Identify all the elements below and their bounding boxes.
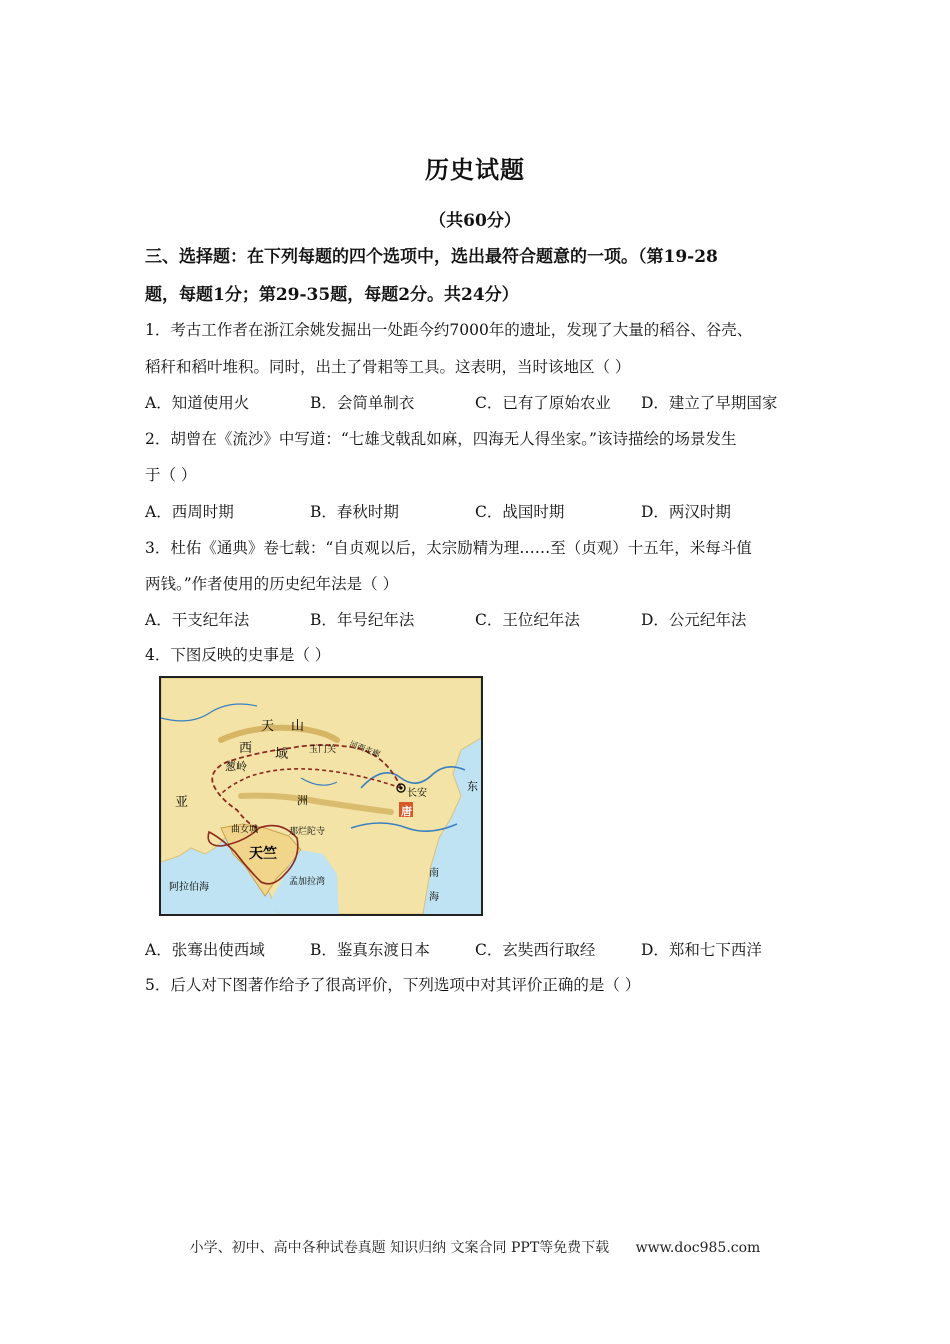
question-5-line-1: 5．后人对下图著作给予了很高评价，下列选项中对其评价正确的是（ ） bbox=[145, 976, 641, 994]
route-map-svg bbox=[161, 678, 481, 914]
question-1-option-b[interactable]: B．会简单制衣 bbox=[310, 394, 415, 412]
map-label-alabo: 阿拉伯海 bbox=[169, 882, 209, 893]
map-label-tianzhu: 天竺 bbox=[249, 846, 277, 862]
page-title: 历史试题 bbox=[425, 155, 525, 184]
section-heading-line-2: 题，每题1分；第29-35题，每题2分。共24分） bbox=[145, 285, 519, 305]
question-1-option-c[interactable]: C．已有了原始农业 bbox=[475, 394, 611, 412]
question-1-line-2: 稻秆和稻叶堆积。同时，出土了骨耜等工具。这表明，当时该地区（ ） bbox=[145, 358, 631, 376]
question-3-option-c[interactable]: C．王位纪年法 bbox=[475, 611, 580, 629]
question-3-option-a[interactable]: A．干支纪年法 bbox=[145, 611, 250, 629]
page-footer bbox=[0, 1237, 950, 1257]
map-label-ya: 亚 bbox=[175, 795, 189, 810]
map-label-tang: 唐 bbox=[401, 805, 412, 818]
score-total: （共60分） bbox=[429, 211, 521, 231]
question-4-option-a[interactable]: A．张骞出使西域 bbox=[145, 941, 265, 959]
question-3-option-d[interactable]: D．公元纪年法 bbox=[641, 611, 747, 629]
section-heading-line-1: 三、选择题：在下列每题的四个选项中，选出最符合题意的一项。（第19-28 bbox=[145, 247, 718, 267]
footer-text: 小学、初中、高中各种试卷真题 知识归纳 文案合同 PPT等免费下载 bbox=[189, 1240, 610, 1256]
route-map bbox=[159, 676, 483, 916]
footer-url-link[interactable]: www.doc985.com bbox=[635, 1240, 761, 1256]
map-label-mengjiala: 孟加拉湾 bbox=[289, 877, 326, 887]
question-3-line-1: 3．杜佑《通典》卷七载：“自贞观以后，太宗励精为理……至（贞观）十五年，米每斗值 bbox=[145, 539, 752, 557]
map-label-yu: 域 bbox=[275, 747, 289, 762]
question-4-line-1: 4．下图反映的史事是（ ） bbox=[145, 646, 331, 664]
map-label-nan: 南 bbox=[429, 868, 439, 879]
question-1-option-d[interactable]: D．建立了早期国家 bbox=[641, 394, 778, 412]
map-label-hexi: 河西走廊 bbox=[348, 739, 382, 759]
question-4-option-d[interactable]: D．郑和七下西洋 bbox=[641, 941, 762, 959]
map-label-qunv: 曲女城 bbox=[231, 825, 259, 835]
question-4-options bbox=[145, 938, 825, 960]
question-1-option-a[interactable]: A．知道使用火 bbox=[145, 394, 250, 412]
question-2-line-2: 于（ ） bbox=[145, 466, 197, 484]
map-changan-dot bbox=[399, 786, 402, 789]
question-3-option-b[interactable]: B．年号纪年法 bbox=[310, 611, 415, 629]
question-4-option-b[interactable]: B．鉴真东渡日本 bbox=[310, 941, 430, 959]
question-4-option-c[interactable]: C．玄奘西行取经 bbox=[475, 941, 596, 959]
question-2-options bbox=[145, 500, 825, 522]
map-label-dong: 东 bbox=[467, 780, 478, 793]
question-2-option-d[interactable]: D．两汉时期 bbox=[641, 503, 731, 521]
question-2-line-1: 2．胡曾在《流沙》中写道：“七雄戈戟乱如麻，四海无人得坐家。”该诗描绘的场景发生 bbox=[145, 430, 737, 448]
map-label-congling: 葱岭 bbox=[225, 760, 247, 773]
map-label-xi: 西 bbox=[239, 741, 253, 756]
question-1-line-1: 1．考古工作者在浙江余姚发掘出一处距今约7000年的遗址，发现了大量的稻谷、谷壳、 bbox=[145, 321, 753, 339]
map-label-nalanduo: 那烂陀寺 bbox=[289, 827, 326, 837]
question-2-option-b[interactable]: B．春秋时期 bbox=[310, 503, 399, 521]
question-2-option-a[interactable]: A．西周时期 bbox=[145, 503, 234, 521]
map-label-yumenguan: 玉门关 bbox=[309, 745, 337, 755]
map-label-zhou: 洲 bbox=[297, 794, 308, 807]
question-3-options bbox=[145, 608, 825, 630]
question-2-option-c[interactable]: C．战国时期 bbox=[475, 503, 565, 521]
map-label-tian: 天 bbox=[261, 719, 275, 734]
map-label-hai: 海 bbox=[429, 892, 439, 903]
question-3-line-2: 两钱。”作者使用的历史纪年法是（ ） bbox=[145, 575, 399, 593]
map-label-changan: 长安 bbox=[407, 788, 427, 799]
map-label-shan: 山 bbox=[291, 719, 305, 734]
question-1-options bbox=[145, 391, 825, 413]
